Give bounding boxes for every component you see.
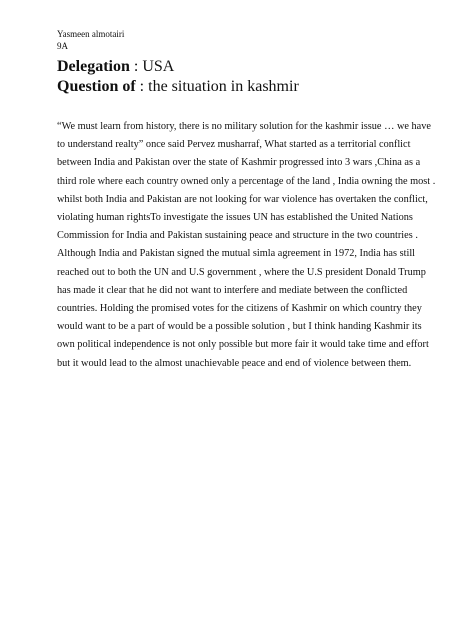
question-heading: [57, 77, 434, 97]
question-label: Question of: [57, 78, 136, 95]
delegation-value: USA: [142, 58, 175, 75]
class-label: 9A: [57, 41, 68, 51]
author-name: Yasmeen almotairi: [57, 29, 125, 39]
question-value: the situation in kashmir: [148, 78, 299, 95]
question-separator: :: [135, 78, 149, 95]
delegation-separator: :: [129, 58, 143, 75]
position-paper-body: “We must learn from history, there is no military solution for the kashmir issue … we have to understand realty” once said Pervez musharraf, What started as a territorial conflict between India and Pakistan over the state of Kashmir progressed into 3 wars ,China as a third role where each country owned only a percentage of the land , India owning the most . whilst both India and Pakistan are not looking for war violence has overtaken the conflict, violating human rightsTo investigate the issues UN has established the United Nations Commission for India and Pakistan sustaining peace and structure in the two countries . Although India and Pakistan signed the mutual simla agreement in 1972, India has still reached out to both the UN and U.S government , where the U.S president Donald Trump has made it clear that he did not want to interfere and mediate between the conflicted countries. Holding the promised votes for the citizens of Kashmir on which country they would want to be a part of would be a possible solution , but I think handing Kashmir its own political independence is not only possible but more fair it would take time and effort but it would lead to the almost unachievable peace and end of violence between them.: [57, 121, 436, 369]
delegation-heading: [57, 57, 434, 77]
delegation-label: Delegation: [57, 58, 130, 75]
